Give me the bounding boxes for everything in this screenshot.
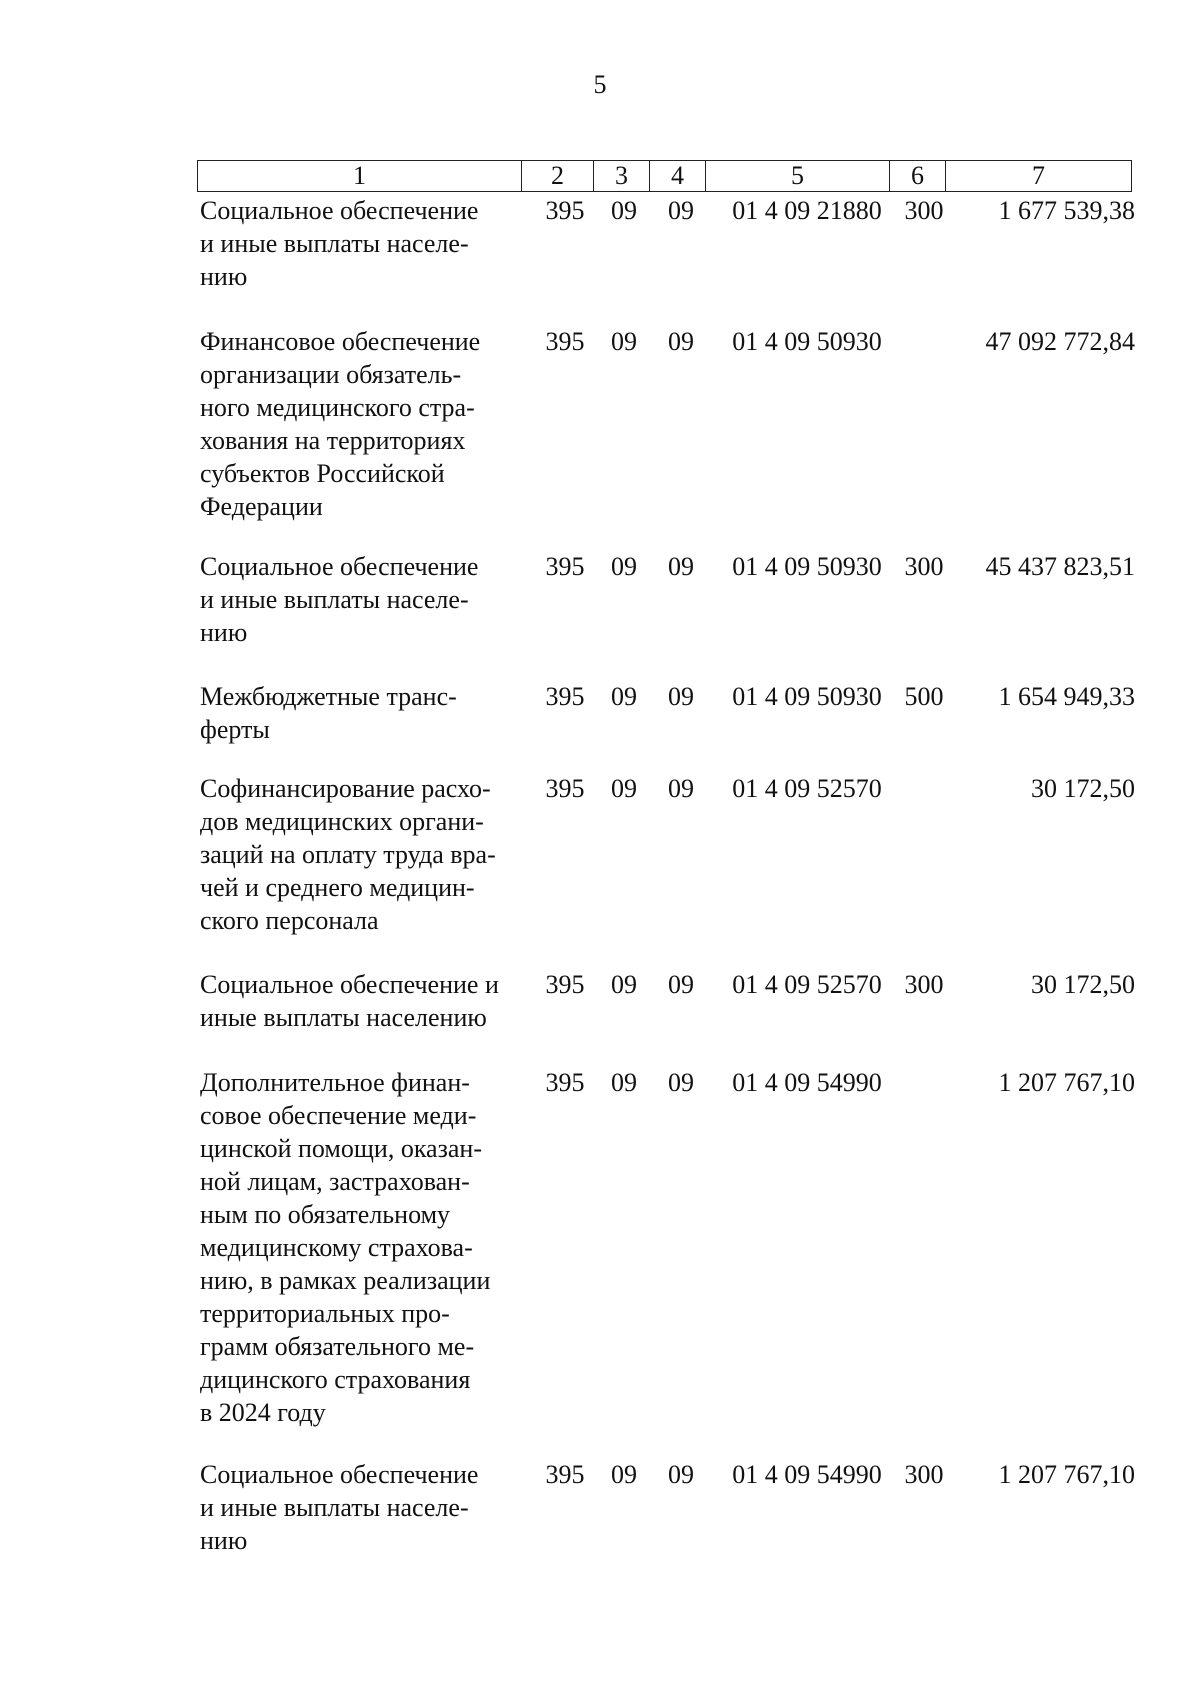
row-subsection-code: 09	[668, 682, 694, 711]
row-amount: 47 092 772,84	[985, 327, 1135, 356]
row-target-code: 01 4 09 21880	[732, 196, 882, 225]
row-name-line: субъектов Российской	[200, 459, 445, 488]
row-name-line: совое обеспечение меди-	[200, 1101, 477, 1130]
row-section-code: 09	[611, 774, 637, 803]
row-expense-type: 300	[904, 552, 944, 581]
row-name-line: и иные выплаты населе-	[200, 229, 469, 258]
row-name-line: заций на оплату труда вра-	[200, 840, 496, 869]
row-amount: 30 172,50	[1031, 970, 1135, 999]
row-name-line: нию, в рамках реализации	[200, 1266, 491, 1295]
row-ved-code: 395	[545, 1460, 585, 1489]
column-header-row	[198, 161, 1132, 192]
column-header-7: 7	[946, 161, 1132, 192]
row-target-code: 01 4 09 54990	[732, 1460, 882, 1489]
row-amount: 1 654 949,33	[998, 682, 1135, 711]
row-ved-code: 395	[545, 774, 585, 803]
row-name-line: Межбюджетные транс-	[200, 682, 457, 711]
column-header-3: 3	[594, 161, 650, 192]
row-subsection-code: 09	[668, 1068, 694, 1097]
row-name-line: нию	[200, 1526, 248, 1555]
row-ved-code: 395	[545, 327, 585, 356]
row-name-line: организации обязатель-	[200, 360, 462, 389]
row-section-code: 09	[611, 552, 637, 581]
row-name-line: хования на территориях	[200, 426, 466, 455]
row-amount: 1 207 767,10	[998, 1460, 1135, 1489]
row-expense-type: 300	[904, 196, 944, 225]
row-target-code: 01 4 09 52570	[732, 970, 882, 999]
row-subsection-code: 09	[668, 327, 694, 356]
row-name	[200, 772, 520, 937]
row-name-line: Софинансирование расхо-	[200, 774, 491, 803]
column-header-6: 6	[890, 161, 946, 192]
row-name-line: дов медицинских органи-	[200, 807, 484, 836]
row-name-line: территориальных про-	[200, 1299, 450, 1328]
column-header-5: 5	[706, 161, 890, 192]
row-ved-code: 395	[545, 682, 585, 711]
row-name-line: в 2024 году	[200, 1398, 326, 1427]
row-name-line: ферты	[200, 715, 270, 744]
row-section-code: 09	[611, 970, 637, 999]
row-name	[200, 550, 520, 649]
row-name-line: и иные выплаты населе-	[200, 585, 469, 614]
row-name-line: нию	[200, 262, 248, 291]
row-name-line: и иные выплаты населе-	[200, 1493, 469, 1522]
row-name-line: Социальное обеспечение	[200, 196, 479, 225]
row-target-code: 01 4 09 50930	[732, 552, 882, 581]
row-name-line: ным по обязательному	[200, 1200, 451, 1229]
column-header-4: 4	[650, 161, 706, 192]
row-target-code: 01 4 09 50930	[732, 327, 882, 356]
row-name	[200, 1458, 520, 1557]
row-expense-type: 500	[904, 682, 944, 711]
row-amount: 30 172,50	[1031, 774, 1135, 803]
row-target-code: 01 4 09 52570	[732, 774, 882, 803]
row-name-line: дицинского страхования	[200, 1365, 471, 1394]
row-subsection-code: 09	[668, 970, 694, 999]
row-target-code: 01 4 09 54990	[732, 1068, 882, 1097]
column-header-table	[197, 160, 1132, 192]
row-name-line: иные выплаты населению	[200, 1003, 487, 1032]
row-expense-type: 300	[904, 1460, 944, 1489]
row-name-line: Федерации	[200, 492, 323, 521]
row-ved-code: 395	[545, 196, 585, 225]
row-amount: 45 437 823,51	[985, 552, 1135, 581]
row-name-line: Финансовое обеспечение	[200, 327, 481, 356]
row-ved-code: 395	[545, 1068, 585, 1097]
row-amount: 1 677 539,38	[998, 196, 1135, 225]
row-subsection-code: 09	[668, 196, 694, 225]
row-section-code: 09	[611, 327, 637, 356]
row-name-line: нию	[200, 618, 248, 647]
row-name-line: Социальное обеспечение	[200, 552, 479, 581]
page-number: 5	[593, 70, 607, 99]
row-subsection-code: 09	[668, 552, 694, 581]
row-name-line: Социальное обеспечение и	[200, 970, 499, 999]
row-ved-code: 395	[545, 970, 585, 999]
column-header-2: 2	[522, 161, 594, 192]
row-name-line: ной лицам, застрахован-	[200, 1167, 470, 1196]
row-name	[200, 1066, 520, 1429]
row-ved-code: 395	[545, 552, 585, 581]
row-subsection-code: 09	[668, 774, 694, 803]
row-name	[200, 325, 520, 523]
row-section-code: 09	[611, 196, 637, 225]
row-subsection-code: 09	[668, 1460, 694, 1489]
row-name-line: Социальное обеспечение	[200, 1460, 479, 1489]
column-header-1: 1	[198, 161, 522, 192]
row-name-line: ского персонала	[200, 906, 379, 935]
row-target-code: 01 4 09 50930	[732, 682, 882, 711]
row-name-line: Дополнительное финан-	[200, 1068, 470, 1097]
row-section-code: 09	[611, 1068, 637, 1097]
row-name-line: чей и среднего медицин-	[200, 873, 475, 902]
row-section-code: 09	[611, 682, 637, 711]
row-name	[200, 968, 520, 1034]
row-name-line: ного медицинского стра-	[200, 393, 475, 422]
row-name-line: цинской помощи, оказан-	[200, 1134, 482, 1163]
row-name	[200, 194, 520, 293]
row-amount: 1 207 767,10	[998, 1068, 1135, 1097]
row-expense-type: 300	[904, 970, 944, 999]
row-name-line: грамм обязательного ме-	[200, 1332, 475, 1361]
row-name	[200, 680, 520, 746]
row-name-line: медицинскому страхова-	[200, 1233, 473, 1262]
row-section-code: 09	[611, 1460, 637, 1489]
